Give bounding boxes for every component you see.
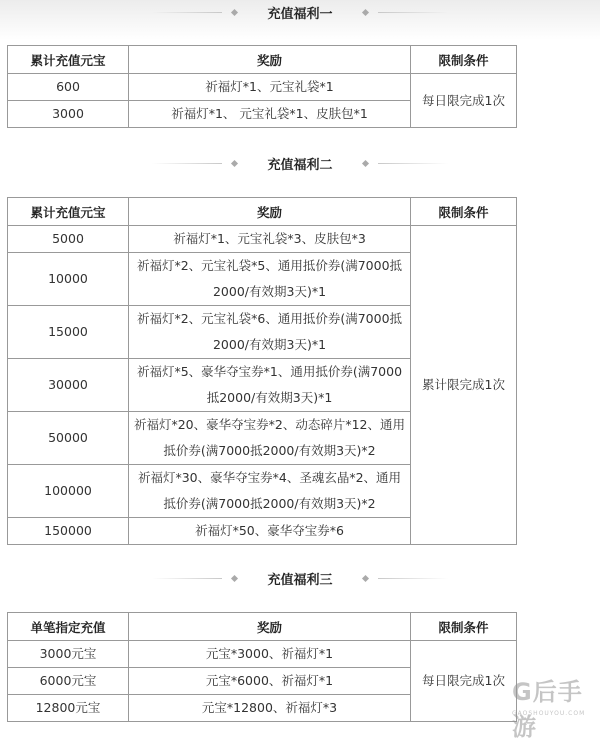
section-title-2 [0, 151, 600, 175]
header-reward: 奖励 [129, 613, 411, 641]
amount-cell: 50000 [8, 412, 129, 465]
amount-cell: 30000 [8, 359, 129, 412]
divider-line [378, 163, 448, 164]
diamond-icon [361, 159, 368, 166]
table-row [8, 641, 517, 668]
reward-cell: 祈福灯*30、豪华夺宝券*4、圣魂玄晶*2、通用抵价券(满7000抵2000/有效期3天)*2 [129, 465, 411, 518]
condition-cell: 累计限完成1次 [411, 226, 517, 545]
amount-cell: 100000 [8, 465, 129, 518]
condition-cell: 每日限完成1次 [411, 641, 517, 722]
header-condition: 限制条件 [411, 613, 517, 641]
header-amount: 累计充值元宝 [8, 46, 129, 74]
reward-cell: 祈福灯*5、豪华夺宝券*1、通用抵价券(满7000抵2000/有效期3天)*1 [129, 359, 411, 412]
diamond-icon [361, 8, 368, 15]
divider-line [152, 578, 222, 579]
section-heading: 充值福利二 [267, 157, 333, 173]
reward-cell: 祈福灯*20、豪华夺宝券*2、动态碎片*12、通用抵价券(满7000抵2000/有效期3天)*2 [129, 412, 411, 465]
header-amount: 累计充值元宝 [8, 198, 129, 226]
reward-cell: 祈福灯*1、元宝礼袋*3、皮肤包*3 [129, 226, 411, 253]
watermark-subtext: GAOSHOUYOU.COM [512, 710, 586, 717]
header-condition: 限制条件 [411, 46, 517, 74]
amount-cell: 6000元宝 [8, 668, 129, 695]
amount-cell: 10000 [8, 253, 129, 306]
section-title-3 [0, 566, 600, 590]
amount-cell: 5000 [8, 226, 129, 253]
reward-cell: 祈福灯*2、元宝礼袋*5、通用抵价券(满7000抵2000/有效期3天)*1 [129, 253, 411, 306]
header-amount: 单笔指定充值 [8, 613, 129, 641]
table-row [8, 74, 517, 101]
diamond-icon [231, 574, 238, 581]
amount-cell: 150000 [8, 518, 129, 545]
table-header-row [8, 613, 517, 641]
section-title-1 [0, 0, 600, 24]
reward-table-2 [7, 197, 517, 545]
amount-cell: 3000 [8, 101, 129, 128]
reward-cell: 祈福灯*2、元宝礼袋*6、通用抵价券(满7000抵2000/有效期3天)*1 [129, 306, 411, 359]
condition-cell: 每日限完成1次 [411, 74, 517, 128]
diamond-icon [231, 159, 238, 166]
reward-table-3 [7, 612, 517, 722]
header-condition: 限制条件 [411, 198, 517, 226]
diamond-icon [361, 574, 368, 581]
amount-cell: 12800元宝 [8, 695, 129, 722]
reward-cell: 元宝*3000、祈福灯*1 [129, 641, 411, 668]
reward-cell: 祈福灯*50、豪华夺宝券*6 [129, 518, 411, 545]
divider-line [378, 578, 448, 579]
amount-cell: 15000 [8, 306, 129, 359]
table-header-row [8, 198, 517, 226]
section-heading: 充值福利一 [267, 6, 333, 22]
watermark-logo [512, 672, 600, 741]
reward-cell: 祈福灯*1、 元宝礼袋*1、皮肤包*1 [129, 101, 411, 128]
amount-cell: 600 [8, 74, 129, 101]
header-reward: 奖励 [129, 198, 411, 226]
table-row [8, 226, 517, 253]
reward-cell: 元宝*12800、祈福灯*3 [129, 695, 411, 722]
divider-line [152, 12, 222, 13]
divider-line [378, 12, 448, 13]
reward-cell: 祈福灯*1、元宝礼袋*1 [129, 74, 411, 101]
watermark-text: G后手游 [512, 678, 583, 741]
section-heading: 充值福利三 [267, 572, 333, 588]
header-reward: 奖励 [129, 46, 411, 74]
reward-cell: 元宝*6000、祈福灯*1 [129, 668, 411, 695]
diamond-icon [231, 8, 238, 15]
reward-table-1 [7, 45, 517, 128]
amount-cell: 3000元宝 [8, 641, 129, 668]
table-header-row [8, 46, 517, 74]
divider-line [152, 163, 222, 164]
